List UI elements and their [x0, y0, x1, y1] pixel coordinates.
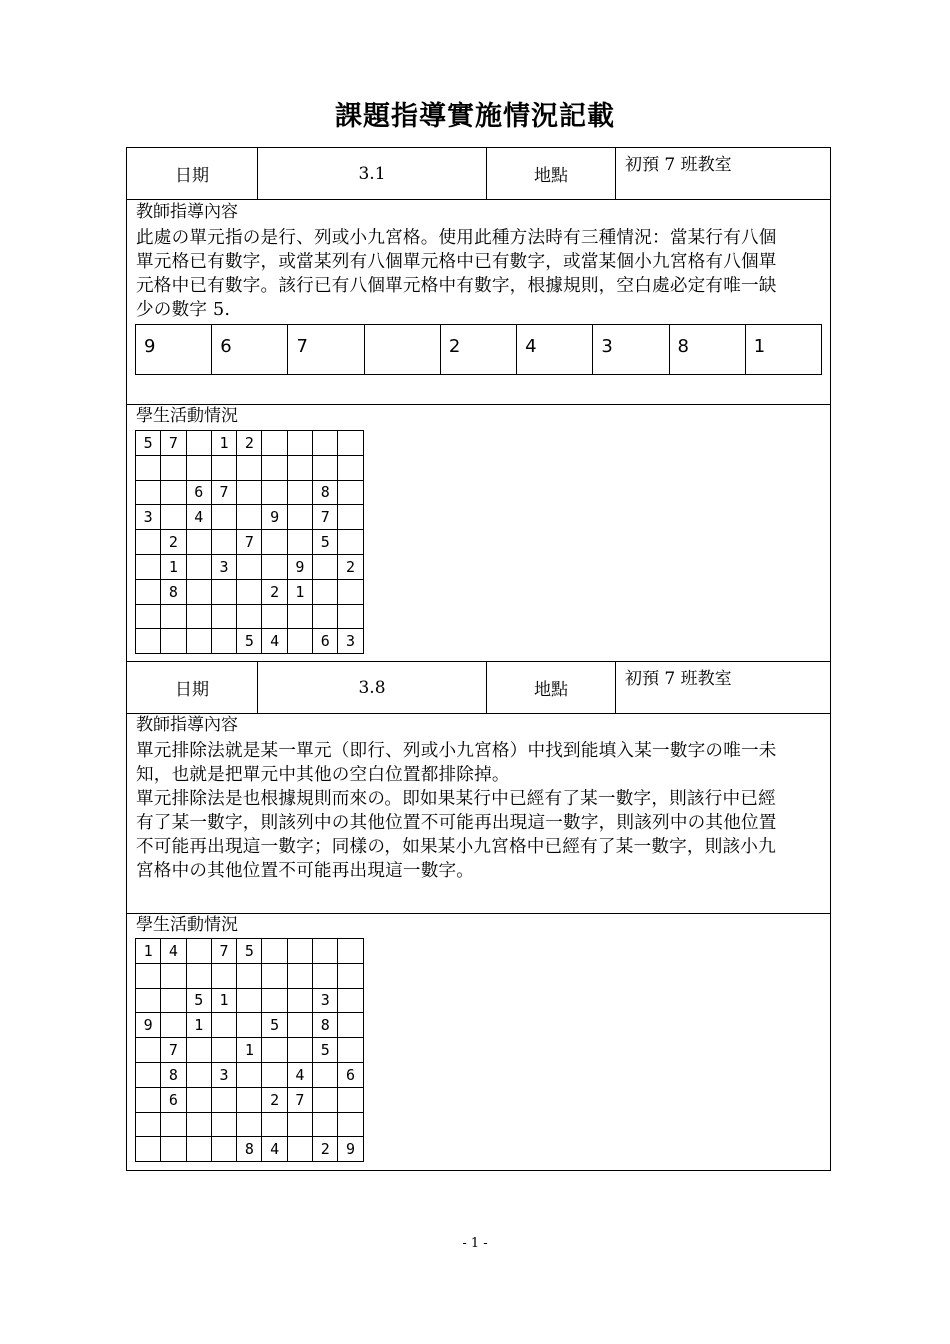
grid-cell: [186, 455, 211, 480]
grid-cell: [262, 530, 287, 555]
grid-cell: 4: [161, 939, 186, 964]
grid-cell: [287, 629, 312, 654]
grid-cell: 5: [186, 988, 211, 1013]
grid-cell: [338, 431, 363, 456]
grid-cell: [136, 530, 161, 555]
grid-cell: [313, 1062, 338, 1087]
grid-cell: [136, 480, 161, 505]
date-label: 日期: [175, 166, 209, 186]
date-value: 3.8: [358, 677, 386, 698]
grid-cell: [211, 1087, 236, 1112]
grid-cell: [186, 604, 211, 629]
grid-cell: [338, 1087, 363, 1112]
grid-cell: 2: [262, 579, 287, 604]
grid-row: [136, 1062, 364, 1087]
grid-cell: [237, 1112, 262, 1137]
grid-cell: 3: [211, 554, 236, 579]
grid-cell: [262, 455, 287, 480]
grid-row: [136, 1137, 364, 1162]
grid-cell: [161, 963, 186, 988]
grid-cell: 1: [136, 939, 161, 964]
grid-cell: 7: [161, 1038, 186, 1063]
grid-cell: [313, 963, 338, 988]
grid-cell: [161, 1137, 186, 1162]
grid-cell: 4: [186, 505, 211, 530]
grid-cell: 8: [161, 1062, 186, 1087]
grid-cell: [136, 579, 161, 604]
grid-row: [136, 1013, 364, 1038]
grid-cell: [211, 1038, 236, 1063]
grid-row: [136, 939, 364, 964]
text-line: 此處の單元指の是行、列或小九宮格。使用此種方法時有三種情況：當某行有八個: [136, 228, 777, 248]
grid-cell: 1: [161, 554, 186, 579]
grid-row: [136, 505, 364, 530]
grid-cell: 9: [287, 554, 312, 579]
grid-cell: [237, 505, 262, 530]
grid-row: [136, 1038, 364, 1063]
grid-cell: 7: [211, 480, 236, 505]
row-cell: 4: [517, 325, 593, 374]
row-cell: 1: [753, 336, 766, 357]
teacher-content-label: 教師指導內容: [136, 202, 238, 222]
row-cell: 3: [593, 325, 669, 374]
grid-cell: [211, 505, 236, 530]
grid-cell: [161, 629, 186, 654]
grid-cell: 3: [338, 629, 363, 654]
record-1-header: [126, 147, 831, 199]
grid-cell: [237, 988, 262, 1013]
grid-cell: 6: [161, 1087, 186, 1112]
grid-cell: 2: [237, 431, 262, 456]
grid-cell: 7: [237, 530, 262, 555]
grid-cell: [313, 431, 338, 456]
grid-cell: 2: [262, 1087, 287, 1112]
place-label: 地點: [534, 680, 568, 700]
grid-cell: 7: [313, 505, 338, 530]
grid-cell: [237, 1013, 262, 1038]
grid-cell: [186, 1112, 211, 1137]
grid-cell: [237, 963, 262, 988]
grid-cell: 3: [136, 505, 161, 530]
grid-cell: [136, 1038, 161, 1063]
grid-cell: 3: [313, 988, 338, 1013]
grid-cell: [211, 1137, 236, 1162]
grid-row: [136, 530, 364, 555]
grid-cell: [161, 604, 186, 629]
grid-cell: [211, 530, 236, 555]
grid-cell: [237, 455, 262, 480]
grid-cell: [161, 988, 186, 1013]
place-label: 地點: [534, 166, 568, 186]
grid-cell: 1: [186, 1013, 211, 1038]
grid-cell: [262, 939, 287, 964]
grid-cell: 2: [313, 1137, 338, 1162]
grid-cell: 4: [287, 1062, 312, 1087]
grid-cell: [136, 554, 161, 579]
grid-cell: 8: [161, 579, 186, 604]
grid-cell: 5: [136, 431, 161, 456]
date-label: 日期: [175, 680, 209, 700]
student-activity-label: 學生活動情況: [136, 915, 238, 935]
grid-cell: 1: [211, 431, 236, 456]
grid-cell: 7: [211, 939, 236, 964]
grid-cell: [262, 988, 287, 1013]
grid-cell: [262, 963, 287, 988]
row-cell: 6: [212, 325, 288, 374]
grid-cell: [136, 988, 161, 1013]
grid-cell: [287, 939, 312, 964]
grid-cell: 1: [237, 1038, 262, 1063]
grid-cell: [237, 480, 262, 505]
grid-cell: [161, 505, 186, 530]
grid-cell: [287, 431, 312, 456]
grid-cell: [338, 1112, 363, 1137]
grid-cell: 4: [262, 1137, 287, 1162]
grid-cell: [161, 455, 186, 480]
grid-cell: [338, 1013, 363, 1038]
grid-cell: [287, 455, 312, 480]
grid-cell: [287, 1038, 312, 1063]
grid-cell: [211, 604, 236, 629]
grid-row: [136, 988, 364, 1013]
grid-cell: 9: [338, 1137, 363, 1162]
grid-cell: 5: [313, 530, 338, 555]
grid-cell: [237, 604, 262, 629]
grid-row: [136, 554, 364, 579]
sudoku-grid: [135, 938, 364, 1162]
grid-cell: [186, 963, 211, 988]
grid-cell: [287, 1112, 312, 1137]
grid-cell: [313, 939, 338, 964]
grid-row: [136, 1087, 364, 1112]
grid-cell: [211, 1013, 236, 1038]
place-value: 初預 7 班教室: [625, 669, 732, 689]
grid-cell: 6: [313, 629, 338, 654]
grid-cell: [262, 480, 287, 505]
grid-cell: [262, 1062, 287, 1087]
grid-cell: 8: [313, 480, 338, 505]
grid-cell: [186, 554, 211, 579]
text-line: 宮格中の其他位置不可能再出現這一數字。: [136, 861, 475, 881]
grid-cell: [136, 1137, 161, 1162]
grid-cell: [211, 455, 236, 480]
grid-cell: [262, 1038, 287, 1063]
grid-cell: [211, 963, 236, 988]
row-cell: [365, 325, 441, 374]
grid-cell: [186, 1038, 211, 1063]
row-cell: 8: [670, 325, 746, 374]
grid-cell: [161, 1112, 186, 1137]
grid-cell: [262, 604, 287, 629]
row-cell: 7: [288, 325, 364, 374]
grid-cell: 2: [338, 554, 363, 579]
grid-cell: [211, 579, 236, 604]
grid-cell: 5: [237, 629, 262, 654]
grid-row: [136, 431, 364, 456]
grid-cell: 3: [211, 1062, 236, 1087]
grid-cell: [136, 629, 161, 654]
grid-cell: 5: [313, 1038, 338, 1063]
grid-cell: [237, 1062, 262, 1087]
grid-cell: [136, 604, 161, 629]
grid-row: [136, 1112, 364, 1137]
text-line: 知，也就是把單元中其他の空白位置都排除掉。: [136, 765, 510, 785]
grid-cell: [287, 988, 312, 1013]
grid-cell: [237, 554, 262, 579]
grid-cell: [338, 988, 363, 1013]
grid-cell: [338, 530, 363, 555]
grid-cell: [287, 530, 312, 555]
grid-cell: 9: [136, 1013, 161, 1038]
grid-cell: [186, 629, 211, 654]
grid-cell: [211, 629, 236, 654]
grid-cell: [338, 939, 363, 964]
grid-cell: [338, 480, 363, 505]
text-line: 元格中已有數字。該行已有八個單元格中有數字，根據規則，空白處必定有唯一缺: [136, 276, 777, 296]
grid-cell: [186, 530, 211, 555]
grid-cell: [136, 455, 161, 480]
grid-cell: 9: [262, 505, 287, 530]
grid-cell: [287, 963, 312, 988]
grid-cell: 4: [262, 629, 287, 654]
page-title: 課題指導實施情況記載: [335, 101, 615, 132]
grid-cell: [338, 505, 363, 530]
teacher-content-text: [136, 739, 828, 883]
grid-cell: 1: [211, 988, 236, 1013]
grid-cell: [338, 963, 363, 988]
grid-row: [136, 963, 364, 988]
text-line: 單元格已有數字，或當某列有八個單元格中已有數字，或當某個小九宮格有八個單: [136, 252, 777, 272]
place-value: 初預 7 班教室: [625, 155, 732, 175]
text-line: 單元排除法是也根據規則而來の。即如果某行中已經有了某一數字，則該行中已經: [136, 789, 776, 809]
grid-cell: 7: [287, 1087, 312, 1112]
grid-cell: 8: [237, 1137, 262, 1162]
grid-cell: 5: [262, 1013, 287, 1038]
grid-cell: 6: [338, 1062, 363, 1087]
text-line: 少の數字 5.: [136, 300, 231, 320]
sudoku-grid: [135, 430, 364, 654]
grid-row: [136, 604, 364, 629]
grid-row: [136, 579, 364, 604]
grid-cell: 8: [313, 1013, 338, 1038]
example-row: [135, 324, 822, 375]
teacher-content-label: 教師指導內容: [136, 715, 238, 735]
grid-cell: [338, 455, 363, 480]
grid-row: [136, 480, 364, 505]
grid-cell: [313, 1087, 338, 1112]
grid-cell: [186, 431, 211, 456]
grid-cell: [186, 1137, 211, 1162]
grid-cell: [313, 455, 338, 480]
grid-cell: [161, 1013, 186, 1038]
teacher-content-text: [136, 226, 828, 322]
grid-cell: [262, 554, 287, 579]
grid-cell: [186, 939, 211, 964]
page-number: - 1 -: [462, 1236, 488, 1251]
grid-cell: [186, 579, 211, 604]
grid-cell: [313, 579, 338, 604]
grid-cell: [136, 1062, 161, 1087]
grid-cell: [237, 579, 262, 604]
grid-cell: 5: [237, 939, 262, 964]
grid-cell: [136, 1087, 161, 1112]
grid-cell: [287, 480, 312, 505]
grid-row: [136, 455, 364, 480]
grid-cell: [136, 1112, 161, 1137]
grid-cell: [136, 963, 161, 988]
grid-cell: [287, 604, 312, 629]
text-line: 不可能再出現這一數字；同樣の，如果某小九宮格中已經有了某一數字，則該小九: [136, 837, 776, 857]
grid-cell: 2: [161, 530, 186, 555]
grid-cell: [287, 505, 312, 530]
grid-cell: [287, 1013, 312, 1038]
grid-cell: [313, 554, 338, 579]
grid-cell: [313, 1112, 338, 1137]
record-2-header: [126, 661, 831, 713]
grid-cell: 7: [161, 431, 186, 456]
grid-cell: [237, 1087, 262, 1112]
grid-cell: [186, 1062, 211, 1087]
grid-cell: [338, 604, 363, 629]
grid-cell: 1: [287, 579, 312, 604]
row-cell: 9: [136, 325, 212, 374]
text-line: 有了某一數字，則該列中の其他位置不可能再出現這一數字，則該列中の其他位置: [136, 813, 777, 833]
grid-cell: [262, 1112, 287, 1137]
grid-cell: 6: [186, 480, 211, 505]
grid-cell: [161, 480, 186, 505]
grid-cell: [262, 431, 287, 456]
grid-cell: [186, 1087, 211, 1112]
row-cell: 2: [441, 325, 517, 374]
student-activity-label: 學生活動情況: [136, 406, 238, 426]
grid-row: [136, 629, 364, 654]
grid-cell: [338, 1038, 363, 1063]
date-value: 3.1: [358, 163, 386, 184]
text-line: 單元排除法就是某一單元（即行、列或小九宮格）中找到能填入某一數字の唯一未: [136, 741, 777, 761]
grid-cell: [211, 1112, 236, 1137]
grid-cell: [313, 604, 338, 629]
grid-cell: [338, 579, 363, 604]
grid-cell: [287, 1137, 312, 1162]
